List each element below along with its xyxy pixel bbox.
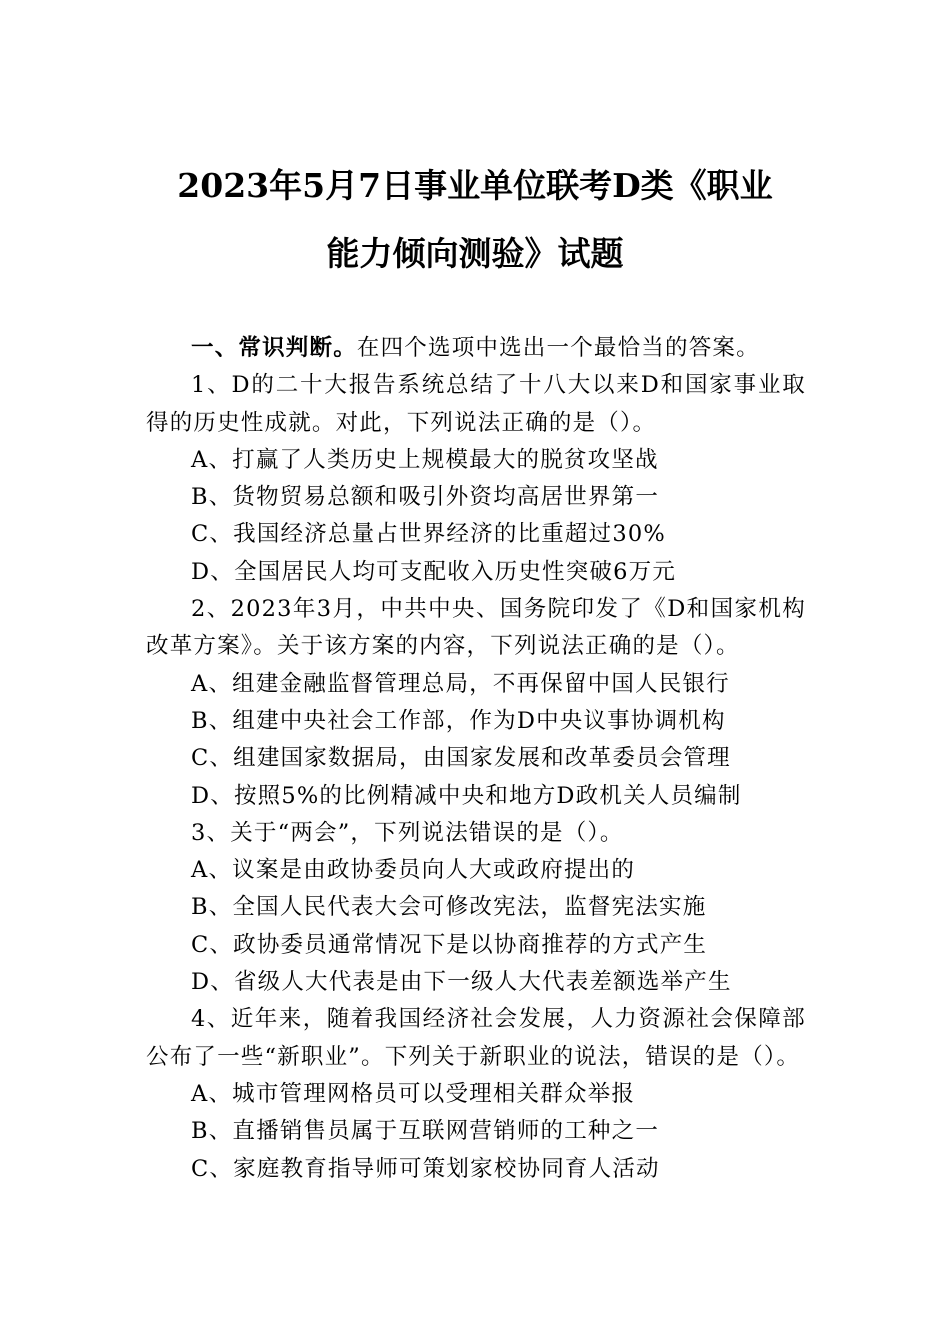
question-1-option-a: A、打赢了人类历史上规模最大的脱贫攻坚战 xyxy=(191,446,659,473)
question-2-stem: 2、2023年3月，中共中央、国务院印发了《D和国家机构改革方案》。关于该方案的内容，下列说法正确的是（）。 xyxy=(146,596,806,660)
question-1-option-b: B、货物贸易总额和吸引外资均高居世界第一 xyxy=(191,484,660,511)
question-4-stem: 4、近年来，随着我国经济社会发展，人力资源社会保障部公布了一些“新职业”。下列关于新职业的说法，错误的是（）。 xyxy=(146,1006,806,1070)
question-4-option-b: B、直播销售员属于互联网营销师的工种之一 xyxy=(191,1118,660,1145)
question-1-stem: 1、D的二十大报告系统总结了十八大以来D和国家事业取得的历史性成就。对此，下列说法正确的是（）。 xyxy=(146,372,806,436)
question-3-option-b: B、全国人民代表大会可修改宪法，监督宪法实施 xyxy=(191,894,707,921)
section-instruction: 在四个选项中选出一个最恰当的答案。 xyxy=(356,335,760,361)
document-title-line-1: 2023年5月7日事业单位联考D类《职业 xyxy=(177,166,773,205)
question-1-option-d: D、全国居民人均可支配收入历史性突破6万元 xyxy=(191,558,677,585)
question-2-option-b: B、组建中央社会工作部，作为D中央议事协调机构 xyxy=(191,707,726,734)
question-1-option-c: C、我国经济总量占世界经济的比重超过30% xyxy=(191,521,666,548)
question-3-option-d: D、省级人大代表是由下一级人大代表差额选举产生 xyxy=(191,969,732,996)
question-2-option-a: A、组建金融监督管理总局，不再保留中国人民银行 xyxy=(191,670,730,697)
question-4-option-c: C、家庭教育指导师可策划家校协同育人活动 xyxy=(191,1155,660,1182)
question-3-stem: 3、关于“两会”，下列说法错误的是（）。 xyxy=(191,819,624,846)
document-body xyxy=(146,330,806,1188)
question-3-option-a: A、议案是由政协委员向人大或政府提出的 xyxy=(191,857,636,884)
section-label: 一、常识判断。 xyxy=(191,335,357,361)
question-4-option-a: A、城市管理网格员可以受理相关群众举报 xyxy=(191,1080,636,1107)
question-3-option-c: C、政协委员通常情况下是以协商推荐的方式产生 xyxy=(191,931,708,958)
section-heading xyxy=(146,330,806,367)
question-2-option-c: C、组建国家数据局，由国家发展和改革委员会管理 xyxy=(191,745,731,772)
question-2-option-d: D、按照5%的比例精减中央和地方D政机关人员编制 xyxy=(191,782,742,809)
document-title-line-2: 能力倾向测验》试题 xyxy=(326,234,624,273)
